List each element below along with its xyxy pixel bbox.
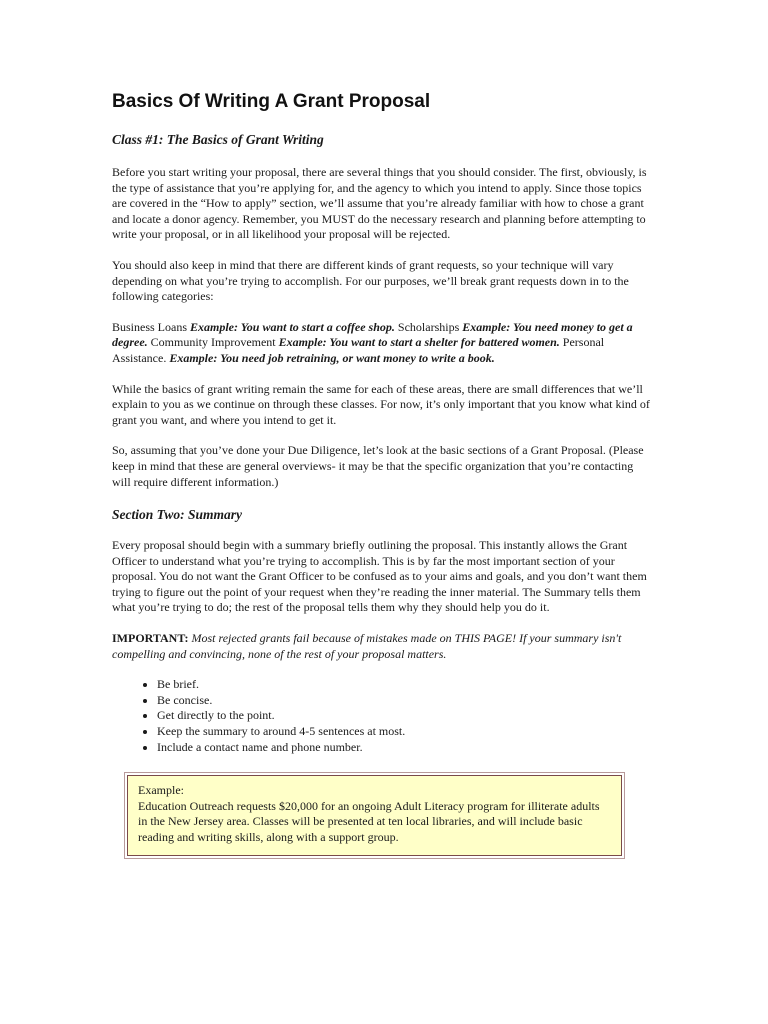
class-heading: Class #1: The Basics of Grant Writing: [112, 132, 324, 147]
scholarships-example: Example: You need money to get a degree.: [112, 319, 633, 350]
business-loans-label: Business Loans: [112, 319, 190, 334]
list-item: • Be concise.: [157, 693, 652, 709]
summary-paragraph: Every proposal should begin with a summary briefly outlining the proposal. This instantly allows the Grant Officer to understand what you’re trying to accomplish. This is by far the most important section of your proposal. You do not want the Grant Officer to be confused as to your aims and goals, and you don’t want them trying to figure out the point of your request when they’re reading the inner material. The Summary tells them what you’re trying to do; the rest of the proposal tells them why they should help you do it.: [112, 538, 647, 615]
list-item: • Get directly to the point.: [157, 708, 652, 724]
tips-list: [112, 677, 652, 755]
important-label: IMPORTANT:: [112, 631, 189, 646]
business-loans-example: Example: You want to start a coffee shop.: [190, 319, 395, 334]
list-item: • Include a contact name and phone number.: [157, 740, 652, 756]
diligence-paragraph: So, assuming that you’ve done your Due Diligence, let’s look at the basic sections of a Grant Proposal. (Please keep in mind that these are general overviews- it may be that the specific organization that you’re contacting will require different information.): [112, 443, 644, 489]
example-box: [127, 775, 622, 855]
important-paragraph: [112, 631, 652, 662]
example-text: Education Outreach requests $20,000 for an ongoing Adult Literacy program for illiterate adults in the New Jersey area. Classes will be presented at ten local libraries, and will include basic reading and writing skills, along with a support group.: [138, 798, 600, 844]
list-item: • Keep the summary to around 4-5 sentences at most.: [157, 724, 652, 740]
personal-example: Example: You need job retraining, or want money to write a book.: [169, 350, 495, 365]
list-item: • Be brief.: [157, 677, 652, 693]
community-label: Community Improvement: [147, 335, 279, 350]
section-two-heading: Section Two: Summary: [112, 507, 243, 523]
intro-paragraph: Before you start writing your proposal, there are several things that you should consider. The first, obviously, is the type of assistance that you’re applying for, and the agency to which you intend to apply. Since those topics are covered in the “How to apply” section, we’ll assume that you’re already familiar with how to chose a grant and locate a donor agency. Remember, you MUST do the necessary research and planning before attempting to write your proposal, or in all likelihood your proposal will be rejected.: [112, 165, 647, 242]
important-text: Most rejected grants fail because of mistakes made on THIS PAGE! If your summary isn't compelling and convincing, none of the rest of your proposal matters.: [112, 631, 622, 661]
scholarships-label: Scholarships: [394, 319, 463, 334]
page-title: Basics Of Writing A Grant Proposal: [112, 91, 431, 112]
example-label: Example:: [138, 783, 184, 798]
differences-paragraph: While the basics of grant writing remain the same for each of these areas, there are small differences that we’ll explain to you as we continue on through these classes. For now, it’s only important that you know what kind of grant you want, and where you intend to get it.: [112, 381, 650, 427]
personal-label: Personal Assistance.: [112, 335, 605, 365]
categories-paragraph: [112, 320, 652, 367]
document-page: [112, 90, 652, 844]
kinds-paragraph: You should also keep in mind that there are different kinds of grant requests, so your technique will vary depending on what you’re trying to accomplish. For our purposes, we’ll break grant requests down in to the following categories:: [112, 257, 629, 304]
community-example: Example: You want to start a shelter for battered women.: [278, 335, 560, 350]
